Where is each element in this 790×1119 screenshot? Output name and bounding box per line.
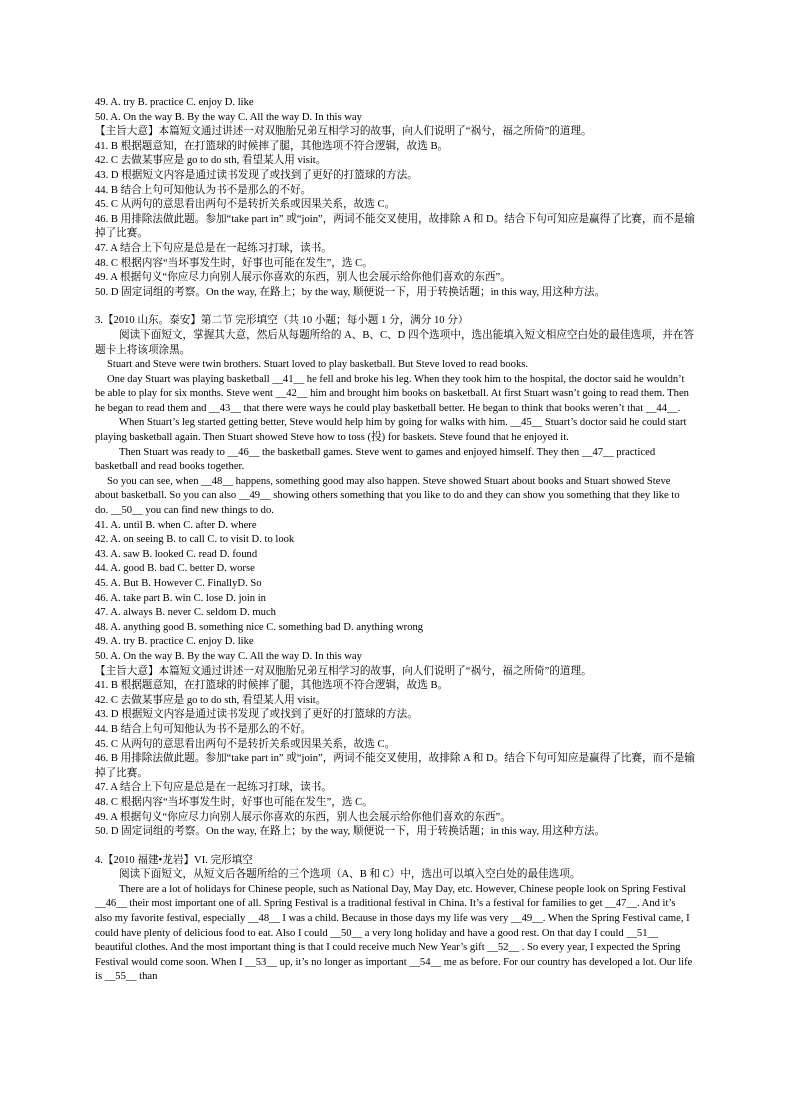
- summary-line: 【主旨大意】本篇短文通过讲述一对双胞胎兄弟互相学习的故事，向人们说明了“祸兮，福之所倚”的道理。: [95, 665, 592, 677]
- option-line: 47. A. always B. never C. seldom D. much: [95, 607, 276, 619]
- option-line: 48. A. anything good B. something nice C. something bad D. anything wrong: [95, 621, 424, 633]
- explanation-line: 50. D 固定词组的考察。On the way, 在路上；by the way, 顺便说一下，用于转换话题；in this way, 用这种方法。: [95, 826, 606, 838]
- option-line: 44. A. good B. bad C. better D. worse: [95, 563, 255, 575]
- explanation-line: 49. A 根据句义“你应尽力向别人展示你喜欢的东西，别人也会展示给你他们喜欢的东西”。: [95, 272, 511, 284]
- passage-paragraph: So you can see, when __48__ happens, something good may also happen. Steve showed Stuart about books and Stuart showed Steve about basketball. So you can also __49__ showing others something that you like to do and they can show you something that they like to do. __50__ you can find new things to do.: [95, 475, 680, 517]
- option-line: 49. A. try B. practice C. enjoy D. like: [95, 636, 254, 648]
- explanation-line: 43. D 根据短文内容是通过读书发现了或找到了更好的打篮球的方法。: [95, 169, 418, 181]
- explanation-line: 42. C 去做某事应是 go to do sth, 看望某人用 visit。: [95, 155, 327, 167]
- answer-block-1: [95, 96, 695, 300]
- section-heading: 3.【2010 山东。泰安】第二节 完形填空（共 10 小题；每小题 1 分，满分 10 分）: [95, 315, 469, 327]
- passage-paragraph: One day Stuart was playing basketball __41__ he fell and broke his leg. When they took him to the hospital, the doctor said he wouldn’t be able to play for six months. Steve went __42__ him and brought him books on basketball. At first Stuart wasn’t going to read them. Then he began to read them and __43__ that there were ways he could play basketball better. He began to think that books weren’t that __44__.: [95, 373, 689, 414]
- explanation-line: 41. B 根据题意知，在打篮球的时候摔了腿，其他选项不符合逻辑，故选 B。: [95, 680, 449, 692]
- option-line: 42. A. on seeing B. to call C. to visit D. to look: [95, 534, 295, 546]
- explanation-line: 47. A 结合上下句应是总是在一起练习打球，读书。: [95, 242, 332, 254]
- passage-paragraph: There are a lot of holidays for Chinese people, such as National Day, May Day, etc. However, Chinese people look on Spring Festival __46__ their most important one of all. Spring Festival is a traditional festival in China. It’s a festival for families to get __47__. And it’s also my favorite festival, especially __48__ I was a child. Because in those days my life was very __49__. When the Spring Festival came, I could have plenty of delicious food to eat. Also I could __50__ a very long holiday and have a good rest. On that day I could __51__ beautiful clothes. And the most important thing is that I could receive much New Year’s gift __52__ . So every year, I expected the Spring Festival would come soon. When I __53__ up, it’s no longer as important __54__ me as before. For our country has developed a lot. Our life is __55__ than: [95, 883, 693, 983]
- document-page: [95, 96, 695, 985]
- section-heading: 4.【2010 福建•龙岩】VI. 完形填空: [95, 854, 253, 866]
- explanation-line: 44. B 结合上句可知他认为书不是那么的不好。: [95, 723, 312, 735]
- section-instruction: 阅读下面短文，从短文后各题所给的三个选项（A、B 和 C）中，选出可以填入空白处的最佳选项。: [119, 869, 581, 881]
- summary-line: 【主旨大意】本篇短文通过讲述一对双胞胎兄弟互相学习的故事，向人们说明了“祸兮，福之所倚”的道理。: [95, 126, 592, 138]
- passage-paragraph: When Stuart’s leg started getting better, Steve would help him by going for walks with him. __45__ Stuart’s doctor said he could start playing basketball again. Then Stuart showed Steve how to toss (投) for baskets. Steve found that he enjoyed it.: [95, 417, 687, 444]
- option-line: 50. A. On the way B. By the way C. All the way D. In this way: [95, 650, 362, 662]
- option-line: 46. A. take part B. win C. lose D. join in: [95, 592, 266, 604]
- option-line: 49. A. try B. practice C. enjoy D. like: [95, 97, 254, 108]
- option-line: 43. A. saw B. looked C. read D. found: [95, 548, 258, 560]
- passage-paragraph: Then Stuart was ready to __46__ the basketball games. Steve went to games and enjoyed himself. They then __47__ practiced basketball and read books together.: [95, 446, 656, 473]
- option-line: 50. A. On the way B. By the way C. All the way D. In this way: [95, 111, 362, 123]
- explanation-line: 45. C 从两句的意思看出两句不是转折关系或因果关系，故选 C。: [95, 738, 396, 750]
- explanation-line: 48. C 根据内容“当坏事发生时，好事也可能在发生”，选 C。: [95, 257, 373, 269]
- explanation-line: 43. D 根据短文内容是通过读书发现了或找到了更好的打篮球的方法。: [95, 709, 418, 721]
- explanation-line: 46. B 用排除法做此题。参加“take part in” 或“join”，两词不能交叉使用，故排除 A 和 D。结合下句可知应是赢得了比赛，而不是输掉了比赛。: [95, 213, 695, 240]
- section-3: [95, 314, 695, 839]
- explanation-line: 42. C 去做某事应是 go to do sth, 看望某人用 visit。: [95, 694, 327, 706]
- explanation-line: 48. C 根据内容“当坏事发生时，好事也可能在发生”，选 C。: [95, 796, 373, 808]
- passage-paragraph: Stuart and Steve were twin brothers. Stuart loved to play basketball. But Steve loved to read books.: [107, 359, 529, 371]
- section-4: [95, 854, 695, 985]
- explanation-line: 46. B 用排除法做此题。参加“take part in” 或“join”，两词不能交叉使用，故排除 A 和 D。结合下句可知应是赢得了比赛，而不是输掉了比赛。: [95, 753, 695, 779]
- section-instruction: 阅读下面短文，掌握其大意，然后从每题所给的 A、B、C、D 四个选项中，选出能填入短文相应空白处的最佳选项，并在答题卡上将该项涂黑。: [95, 329, 695, 356]
- explanation-line: 47. A 结合上下句应是总是在一起练习打球，读书。: [95, 782, 332, 794]
- option-line: 45. A. But B. However C. FinallyD. So: [95, 578, 262, 589]
- explanation-line: 41. B 根据题意知，在打篮球的时候摔了腿，其他选项不符合逻辑，故选 B。: [95, 140, 449, 152]
- option-line: 41. A. until B. when C. after D. where: [95, 519, 257, 531]
- explanation-line: 49. A 根据句义“你应尽力向别人展示你喜欢的东西，别人也会展示给你他们喜欢的东西”。: [95, 811, 511, 823]
- explanation-line: 44. B 结合上句可知他认为书不是那么的不好。: [95, 184, 312, 196]
- explanation-line: 45. C 从两句的意思看出两句不是转折关系或因果关系，故选 C。: [95, 199, 396, 211]
- explanation-line: 50. D 固定词组的考察。On the way, 在路上；by the way, 顺便说一下，用于转换话题；in this way, 用这种方法。: [95, 286, 606, 298]
